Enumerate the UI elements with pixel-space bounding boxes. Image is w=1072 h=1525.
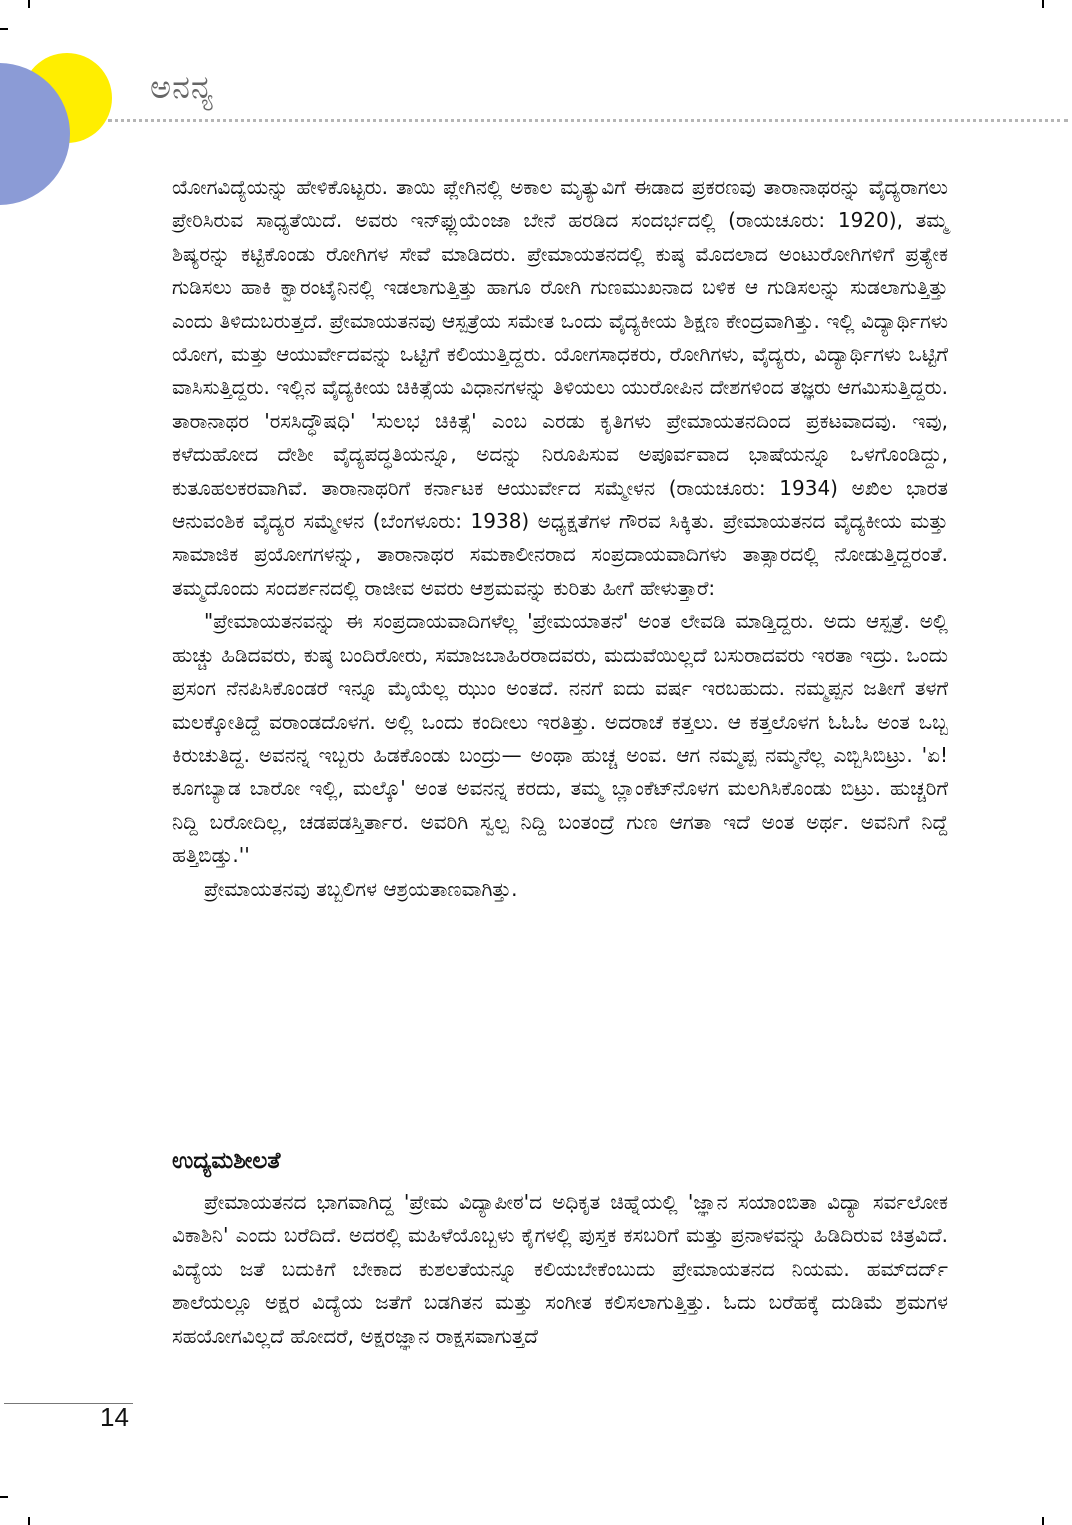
page-number: 14 (100, 1402, 129, 1432)
paragraph: ಪ್ರೇಮಾಯತನವು ತಬ್ಬಲಿಗಳ ಆಶ್ರಯತಾಣವಾಗಿತ್ತು. (204, 876, 518, 901)
quote-paragraph: "ಪ್ರೇಮಾಯತನವನ್ನು ಈ ಸಂಪ್ರದಾಯವಾದಿಗಳೆಲ್ಲ 'ಪ್ರೇಮಯಾತನೆ' ಅಂತ ಲೇವಡಿ ಮಾಡ್ತಿದ್ದರು. ಅದು ಆಸ್ಪತ್ರೆ. ಅಲ್ಲಿ ಹುಚ್ಚು ಹಿಡಿದವರು, ಕುಷ್ಠ ಬಂದಿರೋರು, ಸಮಾಜಬಾಹಿರರಾದವರು, ಮದುವೆಯಿಲ್ಲದೆ ಬಸುರಾದವರು ಇರತಾ ಇದ್ರು. ಒಂದು ಪ್ರಸಂಗ ನೆನಪಿಸಿಕೊಂಡರೆ ಇನ್ನೂ ಮೈಯೆಲ್ಲ ಝುಂ ಅಂತದೆ. ನನಗೆ ಐದು ವರ್ಷ ಇರಬಹುದು. ನಮ್ಮಪ್ಪನ ಜತೀಗೆ ತಳಗೆ ಮಲಕ್ಕೋತಿದ್ದೆ ವರಾಂಡದೊಳಗ. ಅಲ್ಲಿ ಒಂದು ಕಂದೀಲು ಇರತಿತ್ತು. ಅದರಾಚೆ ಕತ್ತಲು. ಆ ಕತ್ತಲೊಳಗ ಓಓಓ ಅಂತ ಒಬ್ಬ ಕಿರುಚುತಿದ್ದ. ಅವನನ್ನ ಇಬ್ಬರು ಹಿಡಕೊಂಡು ಬಂದ್ರು— ಅಂಥಾ ಹುಚ್ಚ ಅಂವ. ಆಗ ನಮ್ಮಪ್ಪ ನಮ್ಮನೆಲ್ಲ ಎಬ್ಬಿಸಿಬಿಟ್ರು. 'ಏ! ಕೂಗಬ್ಯಾಡ ಬಾರೋ ಇಲ್ಲಿ, ಮಲ್ಕೊ' ಅಂತ ಅವನನ್ನ ಕರದು, ತಮ್ಮ ಬ್ಲಾಂಕೆಟ್‍ನೊಳಗ ಮಲಗಿಸಿಕೊಂಡು ಬಿಟ್ರು. ಹುಚ್ಚರಿಗೆ ನಿದ್ದಿ ಬರೋದಿಲ್ಲ, ಚಡಪಡಸ್ತಿರ್ತಾರ. ಅವರಿಗಿ ಸ್ವಲ್ಪ ನಿದ್ದಿ ಬಂತಂದ್ರೆ ಗುಣ ಆಗತಾ ಇದೆ ಅಂತ ಅರ್ಥ. ಅವನಿಗೆ ನಿದ್ದೆ ಹತ್ತಿಬಿಡ್ತು.'' (172, 609, 948, 868)
main-text (172, 171, 948, 906)
crop-mark (28, 0, 30, 8)
paragraph: ಯೋಗವಿದ್ಯೆಯನ್ನು ಹೇಳಿಕೊಟ್ಟರು. ತಾಯಿ ಪ್ಲೇಗಿನಲ್ಲಿ ಅಕಾಲ ಮೃತ್ಯುವಿಗೆ ಈಡಾದ ಪ್ರಕರಣವು ತಾರಾನಾಥರನ್ನು ವೈದ್ಯರಾಗಲು ಪ್ರೇರಿಸಿರುವ ಸಾಧ್ಯತೆಯಿದೆ. ಅವರು ಇನ್‍ಫ್ಲುಯೆಂಜಾ ಬೇನೆ ಹರಡಿದ ಸಂದರ್ಭದಲ್ಲಿ (ರಾಯಚೂರು: 1920), ತಮ್ಮ ಶಿಷ್ಯರನ್ನು ಕಟ್ಟಿಕೊಂಡು ರೋಗಿಗಳ ಸೇವೆ ಮಾಡಿದರು. ಪ್ರೇಮಾಯತನದಲ್ಲಿ ಕುಷ್ಠ ಮೊದಲಾದ ಅಂಟುರೋಗಿಗಳಿಗೆ ಪ್ರತ್ಯೇಕ ಗುಡಿಸಲು ಹಾಕಿ ಕ್ವಾರಂಟೈನಿನಲ್ಲಿ ಇಡಲಾಗುತ್ತಿತ್ತು ಹಾಗೂ ರೋಗಿ ಗುಣಮುಖನಾದ ಬಳಿಕ ಆ ಗುಡಿಸಲನ್ನು ಸುಡಲಾಗುತ್ತಿತ್ತು ಎಂದು ತಿಳಿದುಬರುತ್ತದೆ. ಪ್ರೇಮಾಯತನವು ಆಸ್ಪತ್ರೆಯ ಸಮೇತ ಒಂದು ವೈದ್ಯಕೀಯ ಶಿಕ್ಷಣ ಕೇಂದ್ರವಾಗಿತ್ತು. ಇಲ್ಲಿ ವಿದ್ಯಾರ್ಥಿಗಳು ಯೋಗ, ಮತ್ತು ಆಯುರ್ವೇದವನ್ನು ಒಟ್ಟಿಗೆ ಕಲಿಯುತ್ತಿದ್ದರು. ಯೋಗಸಾಧಕರು, ರೋಗಿಗಳು, ವೈದ್ಯರು, ವಿದ್ಯಾರ್ಥಿಗಳು ಒಟ್ಟಿಗೆ ವಾಸಿಸುತ್ತಿದ್ದರು. ಇಲ್ಲಿನ ವೈದ್ಯಕೀಯ ಚಿಕಿತ್ಸೆಯ ವಿಧಾನಗಳನ್ನು ತಿಳಿಯಲು ಯುರೋಪಿನ ದೇಶಗಳಿಂದ ತಜ್ಞರು ಆಗಮಿಸುತ್ತಿದ್ದರು. ತಾರಾನಾಥರ 'ರಸಸಿದ್ಧೌಷಧಿ' 'ಸುಲಭ ಚಿಕಿತ್ಸೆ' ಎಂಬ ಎರಡು ಕೃತಿಗಳು ಪ್ರೇಮಾಯತನದಿಂದ ಪ್ರಕಟವಾದವು. ಇವು, ಕಳೆದುಹೋದ ದೇಶೀ ವೈದ್ಯಪದ್ಧತಿಯನ್ನೂ, ಅದನ್ನು ನಿರೂಪಿಸುವ ಅಪೂರ್ವವಾದ ಭಾಷೆಯನ್ನೂ ಒಳಗೊಂಡಿದ್ದು, ಕುತೂಹಲಕರವಾಗಿವೆ. ತಾರಾನಾಥರಿಗೆ ಕರ್ನಾಟಕ ಆಯುರ್ವೇದ ಸಮ್ಮೇಳನ (ರಾಯಚೂರು: 1934) ಅಖಿಲ ಭಾರತ ಆನುವಂಶಿಕ ವೈದ್ಯರ ಸಮ್ಮೇಳನ (ಬೆಂಗಳೂರು: 1938) ಅಧ್ಯಕ್ಷತೆಗಳ ಗೌರವ ಸಿಕ್ಕಿತು. ಪ್ರೇಮಾಯತನದ ವೈದ್ಯಕೀಯ ಮತ್ತು ಸಾಮಾಜಿಕ ಪ್ರಯೋಗಗಳನ್ನು, ತಾರಾನಾಥರ ಸಮಕಾಲೀನರಾದ ಸಂಪ್ರದಾಯವಾದಿಗಳು ತಾತ್ಸಾರದಲ್ಲಿ ನೋಡುತ್ತಿದ್ದರಂತೆ. ತಮ್ಮದೊಂದು ಸಂದರ್ಶನದಲ್ಲಿ ರಾಜೀವ ಅವರು ಆಶ್ರಮವನ್ನು ಕುರಿತು ಹೀಗೆ ಹೇಳುತ್ತಾರೆ: (172, 175, 948, 600)
section-text (172, 1186, 948, 1353)
crop-mark (0, 1496, 8, 1498)
running-header-title: ಅನನ್ಯ (150, 68, 215, 106)
crop-mark (1042, 1517, 1044, 1525)
crop-mark (0, 28, 8, 30)
section-heading: ಉದ್ಯಮಶೀಲತೆ (172, 1148, 281, 1174)
paragraph: ಪ್ರೇಮಾಯತನದ ಭಾಗವಾಗಿದ್ದ 'ಪ್ರೇಮ ವಿದ್ಯಾಪೀಠ'ದ ಅಧಿಕೃತ ಚಿಹ್ನೆಯಲ್ಲಿ 'ಜ್ಞಾನ ಸಯಾಂಬಿತಾ ವಿದ್ಯಾ ಸರ್ವಲೋಕ ವಿಕಾಶಿನಿ' ಎಂದು ಬರೆದಿದೆ. ಅದರಲ್ಲಿ ಮಹಿಳೆಯೊಬ್ಬಳು ಕೈಗಳಲ್ಲಿ ಪುಸ್ತಕ ಕಸಬರಿಗೆ ಮತ್ತು ಪ್ರನಾಳವನ್ನು ಹಿಡಿದಿರುವ ಚಿತ್ರವಿದೆ. ವಿದ್ಯೆಯ ಜತೆ ಬದುಕಿಗೆ ಬೇಕಾದ ಕುಶಲತೆಯನ್ನೂ ಕಲಿಯಬೇಕೆಂಬುದು ಪ್ರೇಮಾಯತನದ ನಿಯಮ. ಹಮ್‍ದರ್ದ್ ಶಾಲೆಯಲ್ಲೂ ಅಕ್ಷರ ವಿದ್ಯೆಯ ಜತೆಗೆ ಬಡಗಿತನ ಮತ್ತು ಸಂಗೀತ ಕಲಿಸಲಾಗುತ್ತಿತ್ತು. ಓದು ಬರೆಹಕ್ಕೆ ದುಡಿಮೆ ಶ್ರಮಗಳ ಸಹಯೋಗವಿಲ್ಲದೆ ಹೋದರೆ, ಅಕ್ಷರಜ್ಞಾನ ರಾಕ್ಷಸವಾಗುತ್ತದೆ (172, 1190, 948, 1348)
crop-mark (28, 1517, 30, 1525)
header-dotted-rule (108, 119, 1068, 122)
crop-mark (1042, 0, 1044, 8)
